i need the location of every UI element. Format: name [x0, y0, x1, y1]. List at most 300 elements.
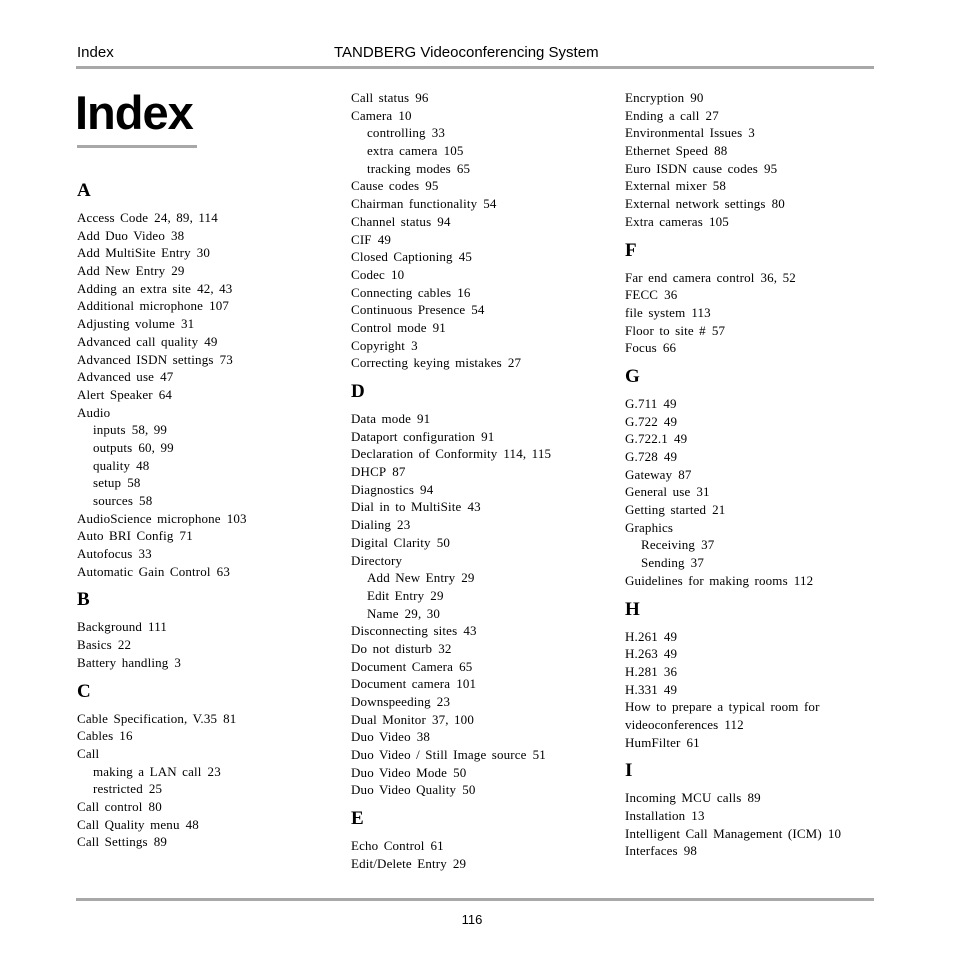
index-entry: [77, 618, 342, 636]
index-entry: [77, 745, 342, 763]
index-subentry: [77, 421, 342, 439]
index-entry: [77, 297, 342, 315]
entry-term: G.722.1: [625, 431, 668, 447]
entry-term: Guidelines for making rooms: [625, 572, 788, 588]
entry-pages: 25: [148, 781, 163, 797]
entry-pages: 95: [763, 160, 778, 176]
entry-term: Echo Control: [351, 838, 425, 854]
index-subentry: [77, 492, 342, 510]
entry-term: FECC: [625, 287, 659, 303]
index-entry: [77, 816, 342, 834]
entry-pages: 29: [171, 263, 185, 279]
index-entry: [351, 284, 616, 302]
entry-term: Chairman functionality: [351, 196, 478, 212]
section-letter: I: [625, 760, 633, 782]
entry-pages: 23: [207, 763, 221, 779]
entry-pages: 10: [827, 825, 842, 841]
entry-pages: 36: [663, 663, 678, 679]
index-entry: [351, 516, 616, 534]
entry-pages: 38: [416, 729, 431, 745]
entry-term: Declaration of Conformity: [351, 446, 498, 462]
entry-term: sources: [93, 493, 134, 508]
entry-term: Advanced call quality: [77, 333, 199, 349]
index-subentry: [77, 457, 342, 475]
entry-term: Add MultiSite Entry: [77, 245, 191, 261]
index-entry: [77, 368, 342, 386]
index-entry: [351, 764, 616, 782]
entry-pages: 30: [196, 245, 211, 261]
entry-pages: 37: [690, 555, 704, 571]
section-letter: D: [351, 381, 365, 402]
entry-term: file system: [625, 304, 686, 320]
entry-pages: 43: [463, 623, 477, 639]
entry-pages: 103: [226, 510, 247, 526]
entry-pages: 61: [686, 734, 700, 750]
entry-pages: 47: [160, 369, 174, 385]
entry-term: Add Duo Video: [77, 227, 165, 243]
index-entry: [351, 89, 616, 107]
index-subentry: [351, 124, 616, 142]
index-entry: [77, 710, 342, 728]
entry-pages: 49: [663, 646, 678, 662]
entry-term: Duo Video: [351, 729, 411, 745]
index-entry: [77, 527, 342, 545]
entry-term: Advanced ISDN settings: [77, 351, 214, 367]
index-entry: [351, 248, 616, 266]
entry-term: Dataport configuration: [351, 428, 476, 444]
entry-pages: 61: [430, 838, 444, 854]
entry-term: Do not disturb: [351, 640, 433, 656]
index-column-2: [351, 89, 616, 873]
entry-term: Duo Video Mode: [351, 764, 448, 780]
entry-pages: 49: [663, 413, 678, 429]
entry-term: Graphics: [625, 519, 674, 535]
index-section: [625, 363, 890, 590]
index-entry: [625, 681, 890, 699]
entry-pages: 58: [139, 493, 153, 508]
index-subentry: [351, 160, 616, 178]
entry-pages: 16: [119, 728, 133, 744]
index-entry: [77, 262, 342, 280]
index-entry: [625, 413, 890, 431]
entry-term: Additional microphone: [77, 298, 204, 314]
entry-term: Call Quality menu: [77, 816, 180, 832]
entry-term: Installation: [625, 808, 686, 824]
entry-term: Adjusting volume: [77, 316, 175, 332]
index-entry: [351, 410, 616, 428]
entry-term: Downspeeding: [351, 694, 431, 709]
index-entry: [625, 269, 890, 287]
index-entry: [77, 563, 342, 581]
entry-pages: 107: [209, 298, 230, 314]
entry-pages: 24, 89, 114: [154, 210, 218, 225]
entry-term: Copyright: [351, 337, 406, 353]
index-entry: [625, 572, 890, 590]
entry-pages: 66: [662, 340, 677, 356]
entry-pages: 10: [398, 107, 412, 123]
entry-term: Add New Entry: [367, 570, 456, 586]
entry-term: Cables: [77, 728, 114, 744]
running-header-product: TANDBERG Videoconferencing System: [334, 44, 599, 61]
index-entry: [77, 209, 342, 227]
entry-pages: 80: [148, 798, 162, 814]
index-section: [351, 378, 616, 799]
entry-term: Gateway: [625, 466, 673, 482]
entry-pages: 98: [683, 843, 698, 859]
index-entry: [351, 231, 616, 249]
entry-pages: 27: [507, 355, 522, 371]
index-entry: [351, 711, 616, 729]
entry-term: H.331: [625, 681, 658, 697]
entry-pages: 91: [417, 411, 431, 426]
entry-term: Dialing: [351, 517, 392, 533]
entry-pages: 65: [456, 160, 471, 176]
index-column-1: [77, 177, 342, 851]
entry-pages: 33: [431, 125, 446, 141]
entry-term: Diagnostics: [351, 481, 415, 497]
entry-term: AudioScience microphone: [77, 510, 221, 526]
entry-term: Duo Video / Still Image source: [351, 747, 527, 763]
index-entry: [351, 552, 616, 570]
index-subentry: [625, 536, 890, 554]
entry-term: Document camera: [351, 676, 451, 692]
index-entry: [625, 177, 890, 195]
index-entry: [351, 481, 616, 499]
entry-term: Sending: [641, 555, 685, 571]
index-subentry: [351, 587, 616, 605]
entry-term: Basics: [77, 637, 112, 653]
entry-pages: 33: [138, 546, 152, 562]
index-entry: [77, 227, 342, 245]
index-entry: [625, 663, 890, 681]
index-subentry: [625, 554, 890, 572]
entry-term: quality: [93, 457, 131, 473]
entry-term: Intelligent Call Management (ICM): [625, 825, 822, 841]
entry-term: Call Settings: [77, 834, 148, 850]
index-subentry: [351, 569, 616, 587]
entry-pages: 49: [663, 628, 678, 644]
index-entry: [77, 727, 342, 745]
index-entry: [351, 463, 616, 481]
section-letter: E: [351, 808, 364, 830]
entry-term: Name: [367, 605, 399, 621]
index-entry: [351, 498, 616, 516]
entry-pages: 3: [411, 337, 418, 353]
entry-pages: 21: [712, 502, 726, 518]
entry-term: Cause codes: [351, 178, 420, 194]
entry-pages: 65: [459, 658, 473, 674]
index-entry: [77, 351, 342, 369]
entry-pages: 64: [158, 386, 173, 402]
index-entry: [77, 798, 342, 816]
section-letter: B: [77, 589, 90, 611]
page-number: 116: [461, 912, 483, 927]
index-section: [77, 177, 342, 580]
index-entry: [625, 807, 890, 825]
entry-term: Data mode: [351, 411, 412, 426]
index-entry: [625, 160, 890, 178]
entry-pages: 80: [771, 196, 785, 212]
entry-pages: 43: [467, 499, 481, 515]
index-entry: [351, 534, 616, 552]
entry-term: Receiving: [641, 537, 696, 553]
entry-term: Continuous Presence: [351, 302, 466, 318]
entry-pages: 73: [219, 351, 233, 367]
entry-term: H.281: [625, 663, 658, 679]
entry-term: Dual Monitor: [351, 711, 426, 727]
entry-pages: 37: [701, 537, 715, 553]
index-entry: [351, 354, 616, 372]
index-entry: [351, 855, 616, 873]
index-section: [625, 237, 890, 357]
index-entry: [351, 693, 616, 711]
index-entry: [625, 789, 890, 807]
entry-term: DHCP: [351, 464, 387, 480]
entry-pages: 89: [747, 790, 761, 806]
entry-term: Control mode: [351, 319, 427, 335]
entry-pages: 16: [457, 284, 471, 300]
index-subentry: [77, 763, 342, 781]
entry-term: Call status: [351, 90, 410, 105]
entry-pages: 95: [425, 178, 439, 194]
entry-term: CIF: [351, 231, 372, 247]
index-section: [625, 596, 890, 752]
entry-pages: 23: [397, 517, 411, 533]
entry-pages: 32: [438, 640, 452, 656]
entry-term: Ethernet Speed: [625, 143, 709, 159]
entry-term: Interfaces: [625, 843, 678, 859]
entry-term: General use: [625, 484, 691, 500]
entry-pages: 90: [690, 90, 704, 105]
entry-pages: 48: [136, 457, 150, 473]
index-entry: [625, 124, 890, 142]
entry-term: Document Camera: [351, 658, 454, 674]
entry-pages: 23: [436, 694, 451, 709]
entry-term: Focus: [625, 340, 657, 356]
index-entry: [625, 142, 890, 160]
entry-term: Add New Entry: [77, 263, 166, 279]
entry-pages: 94: [420, 481, 434, 497]
index-entry: [77, 280, 342, 298]
entry-term: Adding an extra site: [77, 280, 192, 296]
index-entry: [351, 445, 616, 463]
entry-pages: 88: [714, 143, 728, 159]
entry-term: Incoming MCU calls: [625, 790, 742, 806]
entry-term: Call: [77, 745, 100, 761]
index-entry: [625, 483, 890, 501]
index-entry: [351, 428, 616, 446]
index-subentry: [77, 780, 342, 798]
index-entry: [625, 519, 890, 537]
entry-pages: 111: [148, 619, 168, 635]
entry-pages: 58: [712, 178, 727, 194]
entry-pages: 87: [678, 466, 692, 482]
entry-term: Getting started: [625, 502, 707, 518]
page-title: Index: [75, 86, 193, 139]
entry-pages: 45: [458, 249, 473, 265]
entry-pages: 10: [390, 266, 405, 282]
entry-term: HumFilter: [625, 734, 681, 750]
footer-rule: [76, 898, 874, 901]
entry-term: Channel status: [351, 213, 432, 229]
entry-term: tracking modes: [367, 160, 451, 176]
entry-term: Auto BRI Config: [77, 528, 174, 544]
entry-term: Disconnecting sites: [351, 623, 458, 639]
index-entry: [351, 337, 616, 355]
entry-pages: 36, 52: [760, 269, 796, 285]
entry-term: Battery handling: [77, 654, 169, 670]
entry-term: External mixer: [625, 178, 707, 194]
entry-pages: 49: [663, 681, 678, 697]
entry-pages: 49: [673, 431, 688, 447]
entry-pages: 27: [705, 107, 719, 123]
index-entry: [625, 213, 890, 231]
index-entry: [77, 510, 342, 528]
index-column-3: [625, 89, 890, 860]
entry-pages: 48: [185, 816, 199, 832]
index-entry: [625, 628, 890, 646]
index-section: [625, 89, 890, 231]
index-entry: [77, 636, 342, 654]
section-letter: C: [77, 680, 91, 702]
entry-pages: 42, 43: [197, 280, 233, 296]
index-entry: [77, 404, 342, 422]
entry-term: Correcting keying mistakes: [351, 355, 502, 371]
section-letter: F: [625, 239, 637, 261]
entry-pages: 105: [708, 213, 729, 229]
entry-pages: 29: [461, 570, 475, 586]
entry-term: Ending a call: [625, 107, 700, 123]
entry-pages: 13: [691, 808, 705, 824]
index-entry: [77, 833, 342, 851]
entry-pages: 50: [462, 782, 476, 798]
entry-term: Camera: [351, 107, 393, 123]
entry-term: Encryption: [625, 90, 685, 105]
index-entry: [77, 386, 342, 404]
entry-pages: 89: [153, 834, 168, 850]
entry-term: Alert Speaker: [77, 386, 153, 402]
entry-term: Far end camera control: [625, 269, 755, 285]
section-letter: A: [77, 180, 91, 201]
index-entry: [351, 195, 616, 213]
entry-term: Background: [77, 619, 143, 635]
index-entry: [625, 286, 890, 304]
index-entry: [351, 301, 616, 319]
entry-pages: 22: [117, 637, 132, 653]
entry-pages: 58: [127, 475, 141, 491]
entry-term: inputs: [93, 422, 126, 438]
entry-pages: 112: [793, 572, 814, 588]
entry-pages: 105: [443, 143, 464, 159]
index-entry: [351, 675, 616, 693]
index-entry: [625, 322, 890, 340]
index-subentry: [77, 439, 342, 457]
entry-term: extra camera: [367, 143, 438, 159]
index-entry: [351, 107, 616, 125]
index-entry: [351, 266, 616, 284]
index-entry: [351, 622, 616, 640]
entry-pages: 60, 99: [138, 439, 174, 455]
index-entry: [625, 304, 890, 322]
entry-pages: 113: [691, 304, 711, 320]
entry-term: setup: [93, 475, 122, 491]
entry-term: G.722: [625, 413, 658, 429]
entry-pages: 49: [204, 333, 218, 349]
index-entry: [625, 466, 890, 484]
entry-pages: 91: [432, 319, 446, 335]
entry-term: Digital Clarity: [351, 534, 431, 550]
entry-pages: 3: [748, 125, 755, 141]
index-entry: [625, 107, 890, 125]
entry-term: External network settings: [625, 196, 766, 212]
entry-pages: 49: [377, 231, 391, 247]
entry-pages: 36: [664, 287, 678, 303]
entry-term: Extra cameras: [625, 213, 703, 229]
entry-pages: 49: [663, 395, 677, 411]
running-header-section: Index: [77, 44, 114, 61]
index-entry: [625, 448, 890, 466]
entry-term: How to prepare a typical room for videoconferences: [625, 699, 820, 732]
entry-pages: 112: [724, 716, 744, 732]
entry-term: Edit Entry: [367, 587, 425, 603]
entry-term: Dial in to MultiSite: [351, 499, 462, 515]
entry-term: Access Code: [77, 210, 149, 225]
entry-term: Autofocus: [77, 546, 133, 562]
entry-term: Directory: [351, 552, 403, 568]
entry-term: Codec: [351, 266, 385, 282]
entry-pages: 50: [453, 764, 467, 780]
index-entry: [351, 640, 616, 658]
index-entry: [625, 842, 890, 860]
entry-term: Call control: [77, 798, 143, 814]
entry-pages: 50: [436, 534, 451, 550]
index-entry: [625, 734, 890, 752]
section-letter: G: [625, 365, 640, 387]
entry-pages: 81: [223, 710, 237, 726]
index-entry: [625, 89, 890, 107]
index-section: [77, 678, 342, 852]
index-entry: [625, 395, 890, 413]
index-subentry: [351, 605, 616, 623]
index-entry: [77, 545, 342, 563]
entry-term: Audio: [77, 404, 111, 420]
index-entry: [77, 244, 342, 262]
entry-term: Environmental Issues: [625, 125, 743, 141]
entry-term: G.711: [625, 395, 658, 411]
entry-pages: 71: [179, 528, 193, 544]
entry-pages: 63: [216, 563, 230, 579]
index-entry: [351, 177, 616, 195]
entry-pages: 31: [696, 484, 710, 500]
index-entry: [625, 195, 890, 213]
index-section: [625, 757, 890, 860]
entry-pages: 114, 115: [503, 446, 552, 462]
entry-pages: 3: [174, 654, 182, 670]
index-entry: [351, 319, 616, 337]
index-entry: [351, 728, 616, 746]
entry-pages: 87: [392, 464, 406, 480]
entry-term: Floor to site #: [625, 322, 706, 338]
index-entry: [351, 746, 616, 764]
entry-term: restricted: [93, 781, 143, 797]
index-entry: [625, 430, 890, 448]
entry-pages: 29, 30: [404, 605, 441, 621]
header-rule: [76, 66, 874, 69]
entry-term: G.728: [625, 449, 658, 464]
index-entry: [77, 315, 342, 333]
entry-term: Euro ISDN cause codes: [625, 160, 758, 176]
index-entry: [625, 698, 830, 733]
